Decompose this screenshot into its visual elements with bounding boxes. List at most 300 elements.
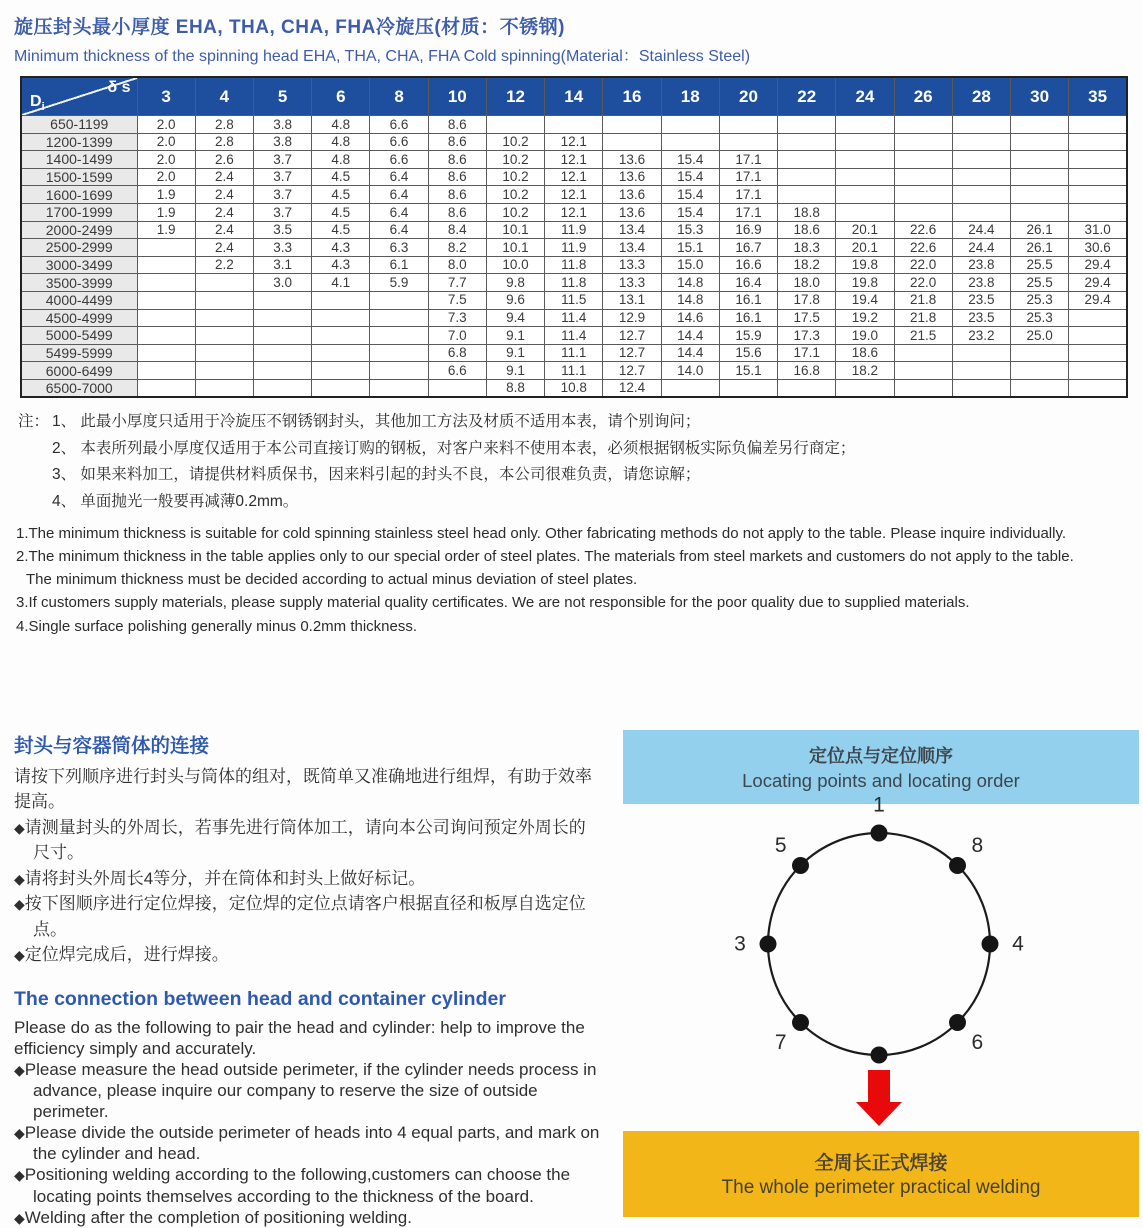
thickness-cell <box>1011 203 1069 221</box>
connection-heading-zh: 封头与容器筒体的连接 <box>14 734 210 757</box>
thickness-cell: 11.5 <box>545 291 603 309</box>
thickness-cell: 23.5 <box>952 309 1010 327</box>
thickness-cell: 31.0 <box>1069 221 1127 239</box>
thickness-cell: 11.9 <box>545 239 603 257</box>
thickness-cell: 21.5 <box>894 327 952 345</box>
thickness-cell <box>137 309 195 327</box>
thickness-cell: 17.1 <box>719 151 777 169</box>
thickness-cell <box>312 291 370 309</box>
table-row <box>21 168 1127 186</box>
thickness-cell: 9.1 <box>486 362 544 380</box>
thickness-cell <box>836 186 894 204</box>
thickness-cell <box>195 379 253 397</box>
di-range-cell: 3000-3499 <box>21 256 137 274</box>
thickness-cell: 16.7 <box>719 239 777 257</box>
note-zh-line: 2、 本表所列最小厚度仅适用于本公司直接订购的钢板，对客户来料不使用本表，必须根据钢板实际负偏差另行商定； <box>52 439 856 457</box>
thickness-cell: 7.3 <box>428 309 486 327</box>
corner-row-label: $D_i$ <box>30 92 45 113</box>
bullet-text: 请测量封头的外周长，若事先进行筒体加工，请向本公司询问预定外周长的尺寸。 <box>24 817 586 863</box>
locating-point-label: 4 <box>1012 932 1024 956</box>
thickness-cell: 24.4 <box>952 239 1010 257</box>
thickness-cell: 2.2 <box>195 256 253 274</box>
thickness-cell <box>370 362 428 380</box>
col-header: 5 <box>253 77 311 116</box>
di-range-cell: 2500-2999 <box>21 239 137 257</box>
thickness-cell <box>603 116 661 134</box>
page-title-en: Minimum thickness of the spinning head EHA, THA, CHA, FHA Cold spinning(Material：Stainless Steel) <box>14 48 751 65</box>
thickness-cell: 17.8 <box>778 291 836 309</box>
thickness-cell: 17.1 <box>719 203 777 221</box>
thickness-cell: 3.7 <box>253 151 311 169</box>
di-range-cell: 650-1199 <box>21 116 137 134</box>
thickness-cell <box>1011 344 1069 362</box>
thickness-cell: 15.6 <box>719 344 777 362</box>
col-header: 16 <box>603 77 661 116</box>
thickness-cell: 25.5 <box>1011 256 1069 274</box>
thickness-cell: 12.7 <box>603 327 661 345</box>
thickness-cell: 21.8 <box>894 291 952 309</box>
col-header: 26 <box>894 77 952 116</box>
thickness-cell: 14.8 <box>661 291 719 309</box>
thickness-cell <box>952 362 1010 380</box>
thickness-cell: 29.4 <box>1069 274 1127 292</box>
thickness-cell: 1.9 <box>137 203 195 221</box>
col-header: 10 <box>428 77 486 116</box>
thickness-cell <box>253 344 311 362</box>
bullet-item <box>14 942 600 968</box>
thickness-cell: 10.8 <box>545 379 603 397</box>
thickness-cell: 8.2 <box>428 239 486 257</box>
thickness-cell <box>719 379 777 397</box>
thickness-cell: 2.0 <box>137 151 195 169</box>
locating-point-label: 8 <box>971 834 984 858</box>
thickness-cell: 3.1 <box>253 256 311 274</box>
thickness-cell: 10.2 <box>486 168 544 186</box>
thickness-cell: 19.0 <box>836 327 894 345</box>
thickness-cell: 6.6 <box>370 133 428 151</box>
locating-points-group <box>734 793 1024 1094</box>
thickness-cell: 13.6 <box>603 151 661 169</box>
thickness-cell <box>836 203 894 221</box>
thickness-cell <box>1069 362 1127 380</box>
thickness-cell <box>778 133 836 151</box>
thickness-cell: 3.5 <box>253 221 311 239</box>
table-row <box>21 186 1127 204</box>
thickness-cell <box>661 379 719 397</box>
thickness-cell <box>1069 344 1127 362</box>
table-row <box>21 274 1127 292</box>
thickness-cell <box>1069 151 1127 169</box>
thickness-cell: 10.2 <box>486 203 544 221</box>
table-row <box>21 239 1127 257</box>
thickness-cell: 12.1 <box>545 151 603 169</box>
connection-intro-en: Please do as the following to pair the head and cylinder: help to improve the efficiency simply and accurately. <box>14 1017 585 1058</box>
thickness-cell <box>836 168 894 186</box>
thickness-cell: 4.5 <box>312 221 370 239</box>
thickness-cell: 18.6 <box>778 221 836 239</box>
thickness-cell: 11.1 <box>545 344 603 362</box>
bullet-item <box>14 1207 600 1228</box>
thickness-cell <box>836 151 894 169</box>
thickness-cell: 5.9 <box>370 274 428 292</box>
thickness-cell: 22.0 <box>894 274 952 292</box>
thickness-cell <box>778 116 836 134</box>
thickness-cell: 12.4 <box>603 379 661 397</box>
thickness-cell: 21.8 <box>894 309 952 327</box>
thickness-cell <box>1069 327 1127 345</box>
thickness-cell: 4.5 <box>312 186 370 204</box>
thickness-cell <box>370 291 428 309</box>
bullet-item <box>14 815 600 866</box>
thickness-cell: 16.8 <box>778 362 836 380</box>
di-range-cell: 1200-1399 <box>21 133 137 151</box>
bullet-item <box>14 866 600 892</box>
thickness-cell: 6.6 <box>370 151 428 169</box>
thickness-cell: 12.7 <box>603 362 661 380</box>
di-range-cell: 4000-4499 <box>21 291 137 309</box>
diamond-bullet-icon: ◆ <box>14 1209 25 1226</box>
thickness-cell <box>253 327 311 345</box>
thickness-cell: 1.9 <box>137 186 195 204</box>
table-row <box>21 344 1127 362</box>
col-header: 22 <box>778 77 836 116</box>
thickness-cell <box>253 291 311 309</box>
thickness-cell: 2.4 <box>195 221 253 239</box>
thickness-cell: 10.1 <box>486 221 544 239</box>
thickness-cell: 4.3 <box>312 256 370 274</box>
notes-en <box>16 522 1125 638</box>
thickness-cell <box>428 379 486 397</box>
thickness-cell <box>370 309 428 327</box>
thickness-cell: 11.4 <box>545 327 603 345</box>
thickness-cell: 16.6 <box>719 256 777 274</box>
thickness-cell <box>370 344 428 362</box>
thickness-cell <box>195 291 253 309</box>
thickness-cell: 25.0 <box>1011 327 1069 345</box>
connection-heading-en: The connection between head and container cylinder <box>14 987 506 1010</box>
thickness-cell: 19.4 <box>836 291 894 309</box>
thickness-cell: 9.6 <box>486 291 544 309</box>
locating-point-dot <box>949 857 966 874</box>
thickness-cell <box>836 379 894 397</box>
di-range-cell: 1600-1699 <box>21 186 137 204</box>
thickness-cell: 18.6 <box>836 344 894 362</box>
di-range-cell: 1500-1599 <box>21 168 137 186</box>
locating-point-dot <box>871 1046 888 1063</box>
thickness-cell <box>1069 116 1127 134</box>
thickness-cell: 4.5 <box>312 168 370 186</box>
connection-bullets-zh <box>14 815 600 968</box>
thickness-cell: 2.4 <box>195 186 253 204</box>
thickness-cell: 13.6 <box>603 186 661 204</box>
locating-point-dot <box>871 824 888 841</box>
thickness-cell: 18.0 <box>778 274 836 292</box>
locating-diagram-column <box>623 730 1139 1228</box>
thickness-cell: 15.3 <box>661 221 719 239</box>
thickness-cell: 9.1 <box>486 327 544 345</box>
locating-point-dot <box>949 1014 966 1031</box>
thickness-cell: 3.8 <box>253 133 311 151</box>
thickness-cell: 12.1 <box>545 133 603 151</box>
connection-intro-zh: 请按下列顺序进行封头与筒体的组对，既简单又准确地进行组焊，有助于效率提高。 <box>14 766 592 812</box>
thickness-cell: 4.8 <box>312 151 370 169</box>
locating-header-en: Locating points and locating order <box>742 769 1020 791</box>
thickness-cell <box>1011 186 1069 204</box>
thickness-cell: 6.4 <box>370 221 428 239</box>
thickness-cell <box>952 186 1010 204</box>
col-header: 18 <box>661 77 719 116</box>
thickness-cell <box>312 379 370 397</box>
thickness-cell: 19.8 <box>836 274 894 292</box>
thickness-cell <box>719 133 777 151</box>
di-range-cell: 1400-1499 <box>21 151 137 169</box>
bullet-text: 定位焊完成后，进行焊接。 <box>24 945 229 965</box>
thickness-cell <box>603 133 661 151</box>
thickness-cell <box>894 168 952 186</box>
thickness-cell <box>836 116 894 134</box>
thickness-cell <box>1011 379 1069 397</box>
thickness-cell: 10.1 <box>486 239 544 257</box>
thickness-cell: 4.1 <box>312 274 370 292</box>
diamond-bullet-icon: ◆ <box>14 1125 25 1142</box>
thickness-cell <box>719 116 777 134</box>
notes-zh <box>18 409 1125 516</box>
locating-point-label: 7 <box>774 1030 787 1054</box>
thickness-cell: 4.5 <box>312 203 370 221</box>
thickness-cell: 13.3 <box>603 256 661 274</box>
di-range-cell: 1700-1999 <box>21 203 137 221</box>
thickness-cell <box>1011 116 1069 134</box>
thickness-cell: 10.0 <box>486 256 544 274</box>
thickness-cell: 16.1 <box>719 291 777 309</box>
thickness-cell: 13.4 <box>603 221 661 239</box>
thickness-cell: 6.3 <box>370 239 428 257</box>
thickness-cell <box>894 151 952 169</box>
thickness-cell: 7.0 <box>428 327 486 345</box>
col-header: 4 <box>195 77 253 116</box>
locating-point-label: 5 <box>774 834 787 858</box>
thickness-cell <box>952 379 1010 397</box>
thickness-cell: 1.9 <box>137 221 195 239</box>
locating-header-zh: 定位点与定位顺序 <box>809 745 953 766</box>
table-header-row <box>21 77 1127 116</box>
thickness-cell: 8.6 <box>428 186 486 204</box>
thickness-cell: 20.1 <box>836 239 894 257</box>
thickness-cell <box>486 116 544 134</box>
thickness-cell <box>661 133 719 151</box>
diamond-bullet-icon: ◆ <box>14 896 25 913</box>
note-en-line: 2.The minimum thickness in the table applies only to our special order of steel plates. The materials from steel markets and customers do not apply to the table. <box>16 547 1074 565</box>
thickness-cell: 18.2 <box>778 256 836 274</box>
note-zh-line: 1、 此最小厚度只适用于冷旋压不钢锈钢封头，其他加工方法及材质不适用本表，请个别询问； <box>52 413 701 430</box>
thickness-cell: 15.1 <box>661 239 719 257</box>
down-arrow-icon <box>856 1070 902 1126</box>
thickness-cell: 19.8 <box>836 256 894 274</box>
thickness-cell: 8.0 <box>428 256 486 274</box>
di-range-cell: 3500-3999 <box>21 274 137 292</box>
circle-diagram <box>623 793 1139 1128</box>
thickness-cell: 10.2 <box>486 151 544 169</box>
thickness-cell <box>952 344 1010 362</box>
bullet-text: Positioning welding according to the following,customers can choose the locating points themselves according to the thickness of the board. <box>24 1165 571 1206</box>
table-row <box>21 327 1127 345</box>
thickness-cell: 11.4 <box>545 309 603 327</box>
locating-point-dot <box>982 935 999 952</box>
thickness-cell <box>137 379 195 397</box>
thickness-cell: 7.7 <box>428 274 486 292</box>
thickness-cell <box>952 133 1010 151</box>
table-row <box>21 221 1127 239</box>
thickness-cell <box>1069 186 1127 204</box>
thickness-cell <box>661 116 719 134</box>
thickness-cell: 2.4 <box>195 168 253 186</box>
thickness-cell: 22.6 <box>894 239 952 257</box>
thickness-cell: 15.4 <box>661 186 719 204</box>
locating-point-label: 1 <box>873 793 885 817</box>
thickness-cell <box>952 151 1010 169</box>
thickness-cell <box>894 379 952 397</box>
diamond-bullet-icon: ◆ <box>14 870 25 887</box>
thickness-cell <box>778 379 836 397</box>
locating-point-label: 3 <box>734 932 746 956</box>
thickness-cell <box>952 116 1010 134</box>
welding-label-zh: 全周长正式焊接 <box>814 1153 948 1175</box>
thickness-cell: 6.6 <box>370 116 428 134</box>
thickness-cell <box>312 309 370 327</box>
thickness-cell <box>370 327 428 345</box>
thickness-cell <box>952 203 1010 221</box>
thickness-cell: 6.4 <box>370 203 428 221</box>
thickness-cell: 12.9 <box>603 309 661 327</box>
bullet-text: 请将封头外周长4等分，并在筒体和封头上做好标记。 <box>24 868 426 888</box>
notes-zh-prefix: 注： <box>18 413 50 430</box>
thickness-cell: 23.8 <box>952 256 1010 274</box>
di-range-cell: 4500-4999 <box>21 309 137 327</box>
thickness-cell <box>836 133 894 151</box>
thickness-cell: 4.8 <box>312 116 370 134</box>
thickness-cell <box>952 168 1010 186</box>
locating-point-dot <box>760 935 777 952</box>
col-header: 20 <box>719 77 777 116</box>
thickness-cell: 6.1 <box>370 256 428 274</box>
thickness-cell: 17.5 <box>778 309 836 327</box>
thickness-cell: 15.4 <box>661 151 719 169</box>
table-row <box>21 362 1127 380</box>
note-en-line: 1.The minimum thickness is suitable for cold spinning stainless steel head only. Other fabricating methods do not apply to the table. Please inquire individually. <box>16 524 1067 542</box>
thickness-cell: 2.0 <box>137 168 195 186</box>
diamond-bullet-icon: ◆ <box>14 947 25 964</box>
table-row <box>21 309 1127 327</box>
thickness-cell: 14.6 <box>661 309 719 327</box>
thickness-cell: 14.8 <box>661 274 719 292</box>
locating-point-label: 6 <box>971 1030 984 1054</box>
thickness-cell <box>1011 362 1069 380</box>
thickness-cell: 14.0 <box>661 362 719 380</box>
col-header: 3 <box>137 77 195 116</box>
thickness-cell: 4.8 <box>312 133 370 151</box>
thickness-cell <box>195 362 253 380</box>
thickness-cell <box>1011 151 1069 169</box>
thickness-cell: 7.5 <box>428 291 486 309</box>
thickness-cell <box>312 344 370 362</box>
col-header: 30 <box>1011 77 1069 116</box>
perimeter-welding-box <box>623 1131 1139 1217</box>
thickness-cell: 11.8 <box>545 256 603 274</box>
connection-body-zh <box>14 764 600 968</box>
locating-point-dot <box>792 1014 809 1031</box>
thickness-cell: 26.1 <box>1011 239 1069 257</box>
thickness-cell: 3.7 <box>253 186 311 204</box>
thickness-cell: 22.6 <box>894 221 952 239</box>
thickness-cell: 6.6 <box>428 362 486 380</box>
thickness-cell: 15.9 <box>719 327 777 345</box>
thickness-cell: 17.1 <box>719 168 777 186</box>
thickness-cell <box>894 344 952 362</box>
thickness-cell <box>894 116 952 134</box>
thickness-cell: 12.1 <box>545 168 603 186</box>
thickness-cell <box>137 239 195 257</box>
thickness-cell <box>894 186 952 204</box>
thickness-cell: 2.8 <box>195 116 253 134</box>
col-header: 35 <box>1069 77 1127 116</box>
thickness-cell <box>1011 133 1069 151</box>
thickness-cell <box>253 379 311 397</box>
table-row <box>21 116 1127 134</box>
bullet-text: Welding after the completion of positioning welding. <box>24 1207 412 1227</box>
bullet-item <box>14 1059 600 1122</box>
thickness-cell: 11.1 <box>545 362 603 380</box>
locating-point-dot <box>792 857 809 874</box>
thickness-cell <box>195 274 253 292</box>
thickness-cell: 16.1 <box>719 309 777 327</box>
thickness-cell: 13.4 <box>603 239 661 257</box>
thickness-cell <box>1069 168 1127 186</box>
thickness-cell: 26.1 <box>1011 221 1069 239</box>
thickness-cell <box>195 344 253 362</box>
thickness-cell <box>195 309 253 327</box>
di-range-cell: 2000-2499 <box>21 221 137 239</box>
thickness-cell: 18.3 <box>778 239 836 257</box>
note-en-line: The minimum thickness must be decided according to actual minus deviation of steel plates. <box>26 571 638 589</box>
col-header: 24 <box>836 77 894 116</box>
thickness-cell <box>1069 309 1127 327</box>
thickness-cell: 20.1 <box>836 221 894 239</box>
thickness-cell <box>778 186 836 204</box>
thickness-cell: 4.3 <box>312 239 370 257</box>
thickness-cell: 8.8 <box>486 379 544 397</box>
thickness-cell <box>137 344 195 362</box>
page-title-zh: 旋压封头最小厚度 EHA, THA, CHA, FHA冷旋压(材质：不锈钢) <box>14 17 565 38</box>
col-header: 8 <box>370 77 428 116</box>
thickness-cell <box>253 362 311 380</box>
thickness-cell: 3.0 <box>253 274 311 292</box>
diamond-bullet-icon: ◆ <box>14 1062 25 1079</box>
thickness-cell <box>1069 379 1127 397</box>
thickness-cell <box>894 133 952 151</box>
thickness-cell <box>137 256 195 274</box>
thickness-cell: 10.2 <box>486 133 544 151</box>
thickness-cell: 17.1 <box>719 186 777 204</box>
thickness-cell: 2.8 <box>195 133 253 151</box>
corner-col-label: δ s <box>107 79 131 96</box>
note-en-line: 3.If customers supply materials, please supply material quality certificates. We are not responsible for the poor quality due to supplied materials. <box>16 594 970 612</box>
thickness-cell: 18.8 <box>778 203 836 221</box>
col-header: 12 <box>486 77 544 116</box>
thickness-cell: 6.4 <box>370 168 428 186</box>
diamond-bullet-icon: ◆ <box>14 1167 25 1184</box>
thickness-cell: 14.4 <box>661 344 719 362</box>
thickness-cell: 29.4 <box>1069 256 1127 274</box>
